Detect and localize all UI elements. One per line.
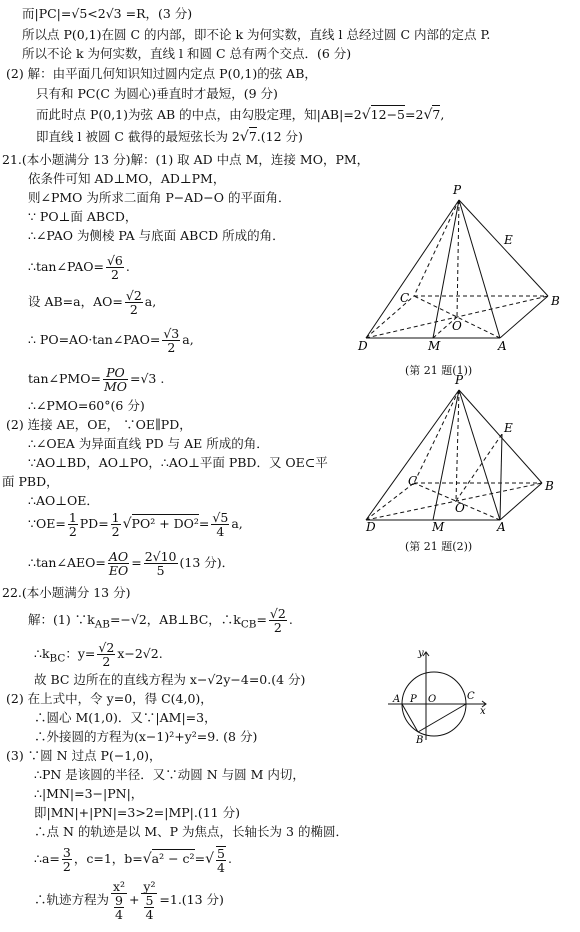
denominator: EO	[108, 563, 129, 578]
text-span: ∴tan∠AEO=	[28, 555, 106, 570]
text-line: ∴∠PAO 为侧棱 PA 与底面 ABCD 所成的角．	[28, 228, 285, 243]
text-line: ∴∠OEA 为异面直线 PD 与 AE 所成的角．	[28, 436, 269, 451]
fraction	[97, 641, 115, 668]
text-span: a,	[144, 294, 157, 309]
label-O: O	[428, 694, 437, 705]
edge-PC	[414, 200, 459, 296]
label-x: x	[480, 706, 486, 717]
text-line: ∴外接圆的方程为(x−1)²+y²=9. (8 分)	[34, 729, 258, 744]
denominator: 4	[145, 907, 154, 922]
numerator: 5	[145, 893, 154, 908]
text-span: ∴tan∠PAO=	[28, 259, 104, 274]
fraction	[269, 607, 287, 634]
text-line: (2) 在上式中，令 y=0，得 C(4,0)，	[6, 691, 213, 706]
text-span: =	[131, 555, 142, 570]
formula-line	[28, 604, 293, 641]
denominator: 2	[167, 340, 176, 355]
formula-line	[28, 252, 130, 282]
text-span: ∴轨迹方程为	[34, 892, 110, 907]
label-P: P	[455, 373, 464, 387]
subscript: AB	[94, 618, 110, 631]
text-span: a,	[231, 516, 243, 531]
text-line: (2) 解：由平面几何知识知过圆内定点 P(0,1)的弦 AB，	[6, 66, 317, 81]
text-span: ,	[440, 107, 445, 122]
text-span: ：y=	[65, 646, 96, 661]
formula-line	[28, 287, 156, 317]
denominator: 5	[156, 563, 165, 578]
denominator: 4	[216, 859, 225, 875]
radicand: 7	[248, 129, 257, 144]
label-C: C	[408, 474, 418, 488]
radical-sign: √	[361, 107, 371, 123]
text-line: 面 PBD，	[2, 474, 59, 489]
label-D: D	[366, 520, 376, 534]
radical-sign: √	[122, 516, 132, 532]
fraction	[108, 550, 129, 577]
problem-heading: 21.(本小题满分 13 分)解：(1) 取 AD 中点 M，连接 MO，PM，	[2, 152, 370, 167]
seg-PO	[456, 390, 459, 501]
text-span: =2	[405, 107, 424, 122]
edge-PC	[414, 390, 459, 483]
numerator: 9	[115, 893, 123, 908]
edge-PB	[459, 200, 548, 296]
edge-PA	[459, 200, 500, 338]
fraction	[68, 511, 78, 538]
text-line	[36, 107, 444, 123]
formula-line	[28, 325, 194, 355]
denominator: 2	[68, 524, 77, 539]
formula-line	[34, 880, 224, 921]
fraction	[162, 327, 180, 354]
denominator: 4	[216, 524, 225, 539]
seg-BC	[418, 704, 466, 732]
radical-sign: √	[239, 129, 249, 145]
label-P: P	[453, 183, 462, 197]
fraction	[125, 289, 143, 316]
fraction	[111, 511, 121, 538]
text-span: =√3 .	[129, 371, 165, 386]
text-line: ∴点 N 的轨迹是以 M、P 为焦点，长轴长为 3 的椭圆．	[34, 824, 348, 839]
text-line: 所以不论 k 为何实数，直线 l 和圆 C 总有两个交点．(6 分)	[22, 46, 352, 61]
fraction	[111, 880, 127, 921]
fraction	[216, 846, 226, 874]
text-span: =	[194, 851, 206, 866]
formula-line	[34, 638, 163, 675]
text-span: =	[256, 612, 267, 627]
text-span: .	[125, 259, 130, 274]
figure-caption: (第 21 题(2))	[405, 540, 473, 553]
radicand: 12−5	[370, 107, 406, 122]
fraction	[144, 894, 154, 921]
denominator: 2	[110, 267, 119, 282]
fraction	[141, 880, 157, 921]
label-B: B	[545, 479, 554, 493]
edge-AB	[500, 483, 542, 520]
numerator: 1	[111, 510, 120, 525]
subscript: BC	[49, 652, 66, 665]
text-span: =1.(13 分)	[159, 892, 224, 907]
numerator: √6	[106, 253, 123, 268]
text-line: 而|PC|=√5<2√3 =R，(3 分)	[22, 6, 193, 21]
seg-PO	[457, 200, 459, 317]
denominator: 4	[115, 907, 123, 922]
text-span: .(12 分)	[256, 129, 303, 144]
fraction	[114, 894, 124, 921]
label-D: D	[358, 339, 368, 353]
label-P: P	[410, 694, 417, 705]
formula-line	[28, 364, 164, 394]
text-line	[36, 129, 303, 145]
radicand: PO² + DO²	[131, 516, 199, 531]
problem-heading: 22.(本小题满分 13 分)	[2, 585, 131, 600]
text-span: .	[227, 851, 232, 866]
label-A: A	[498, 339, 507, 353]
numerator: 3	[62, 845, 71, 860]
denominator: 2	[129, 302, 138, 317]
numerator: 2√10	[144, 549, 177, 564]
text-line: 则∠PMO 为所求二面角 P−AD−O 的平面角．	[28, 190, 291, 205]
text-span: ∵OE=	[28, 516, 66, 531]
figure-caption: (第 21 题(1))	[405, 364, 473, 377]
radicand: a² − c²	[151, 851, 195, 866]
numerator: √2	[98, 640, 115, 655]
label-B: B	[416, 735, 424, 746]
text-line: (3) ∵圆 N 过点 P(−1,0)，	[6, 748, 162, 763]
radical-sign: √	[142, 851, 152, 867]
denominator: MO	[103, 379, 127, 394]
text-span: 设 AB=a，AO=	[28, 294, 123, 309]
pyramid-figure-1	[352, 178, 564, 356]
text-span: ，c=1，b=	[73, 851, 143, 866]
fraction	[62, 846, 72, 873]
numerator: y²	[143, 879, 156, 894]
text-span: ∴a=	[34, 851, 60, 866]
label-y: y	[418, 648, 424, 659]
numerator: √2	[125, 288, 142, 303]
circle-figure	[382, 646, 492, 746]
formula-line	[28, 508, 243, 540]
text-span: (13 分)．	[179, 555, 235, 570]
label-E: E	[504, 233, 513, 247]
text-line: 故 BC 边所在的直线方程为 x−√2y−4=0.(4 分)	[34, 672, 306, 687]
edge-PA	[459, 390, 500, 520]
text-line: 只有和 PC(C 为圆心)垂直时才最短，(9 分)	[36, 86, 278, 101]
seg-AE	[500, 434, 502, 520]
label-A: A	[497, 520, 506, 534]
denominator: 2	[102, 654, 111, 669]
fraction	[144, 550, 178, 577]
text-span: =−√2，AB⊥BC，∴k	[109, 612, 241, 627]
pyramid-figure-2	[352, 370, 564, 538]
numerator: √5	[212, 510, 229, 525]
text-line: ∵ PO⊥面 ABCD，	[28, 209, 138, 224]
numerator: 5	[216, 845, 225, 861]
text-span: tan∠PMO=	[28, 371, 101, 386]
radical-sign: √	[423, 107, 433, 123]
text-line: 所以点 P(0,1)在圆 C 的内部，即不论 k 为何实数，直线 l 总经过圆 C 内部的定点 P.	[22, 27, 491, 42]
text-line: ∴PN 是该圆的半径．又∵动圆 N 与圆 M 内切，	[34, 767, 305, 782]
text-line: 依条件可知 AD⊥MO，AD⊥PM，	[28, 171, 226, 186]
numerator: AO	[108, 549, 129, 564]
text-line: ∵AO⊥BD，AO⊥PO，∴AO⊥平面 PBD．又 OE⊂平	[28, 455, 328, 470]
label-O: O	[452, 319, 462, 333]
text-line: (2) 连接 AE，OE， ∵OE∥PD，	[6, 417, 192, 432]
label-E: E	[504, 421, 513, 435]
formula-line	[28, 547, 234, 579]
text-line: ∴AO⊥OE．	[28, 493, 99, 508]
numerator: √2	[269, 606, 286, 621]
text-span: 即直线 l 被圆 C 截得的最短弦长为 2	[36, 129, 240, 144]
denominator	[111, 894, 127, 921]
numerator: x²	[112, 879, 126, 894]
edge-PD	[366, 390, 459, 520]
fraction	[106, 254, 124, 281]
label-C: C	[400, 291, 410, 305]
label-O: O	[455, 501, 465, 515]
text-line: ∴|MN|=3−|PN|，	[34, 786, 144, 801]
text-span: 而此时点 P(0,1)为弦 AB 的中点，由勾股定理，知|AB|=2	[36, 107, 362, 122]
numerator: PO	[103, 366, 128, 380]
seg-AB	[402, 704, 418, 732]
text-span: ∴k	[34, 646, 50, 661]
text-span: +	[128, 892, 140, 907]
text-span: x−2√2.	[117, 646, 163, 661]
label-C: C	[467, 691, 475, 702]
edge-AB	[500, 296, 548, 338]
text-span: .	[288, 612, 293, 627]
text-span: a,	[182, 332, 194, 347]
text-span: ∴ PO=AO·tan∠PAO=	[28, 332, 161, 347]
text-line: ∴∠PMO=60°(6 分)	[28, 398, 145, 413]
fraction	[103, 366, 128, 393]
radical-sign: √	[205, 851, 214, 867]
denominator: 2	[273, 620, 282, 635]
denominator: 2	[111, 524, 120, 539]
seg-OE	[456, 434, 502, 501]
label-B: B	[551, 294, 560, 308]
text-span: =	[198, 516, 210, 531]
subscript: CB	[240, 618, 257, 631]
text-line: ∴圆心 M(1,0)．又∵|AM|=3，	[34, 710, 217, 725]
label-A: A	[393, 694, 401, 705]
numerator: 1	[68, 510, 77, 525]
label-M: M	[432, 520, 445, 534]
text-line: 即|MN|+|PN|=3>2=|MP|.(11 分)	[34, 805, 240, 820]
text-span: 解：(1) ∵k	[28, 612, 95, 627]
label-M: M	[428, 339, 441, 353]
text-span: PD=	[79, 516, 109, 531]
diag-DB	[366, 483, 542, 520]
edge-PD	[366, 200, 459, 338]
numerator: √3	[163, 326, 180, 341]
radicand: 7	[432, 107, 441, 122]
formula-line	[34, 843, 232, 875]
fraction	[211, 511, 229, 538]
denominator: 2	[62, 859, 71, 874]
denominator	[141, 894, 157, 921]
